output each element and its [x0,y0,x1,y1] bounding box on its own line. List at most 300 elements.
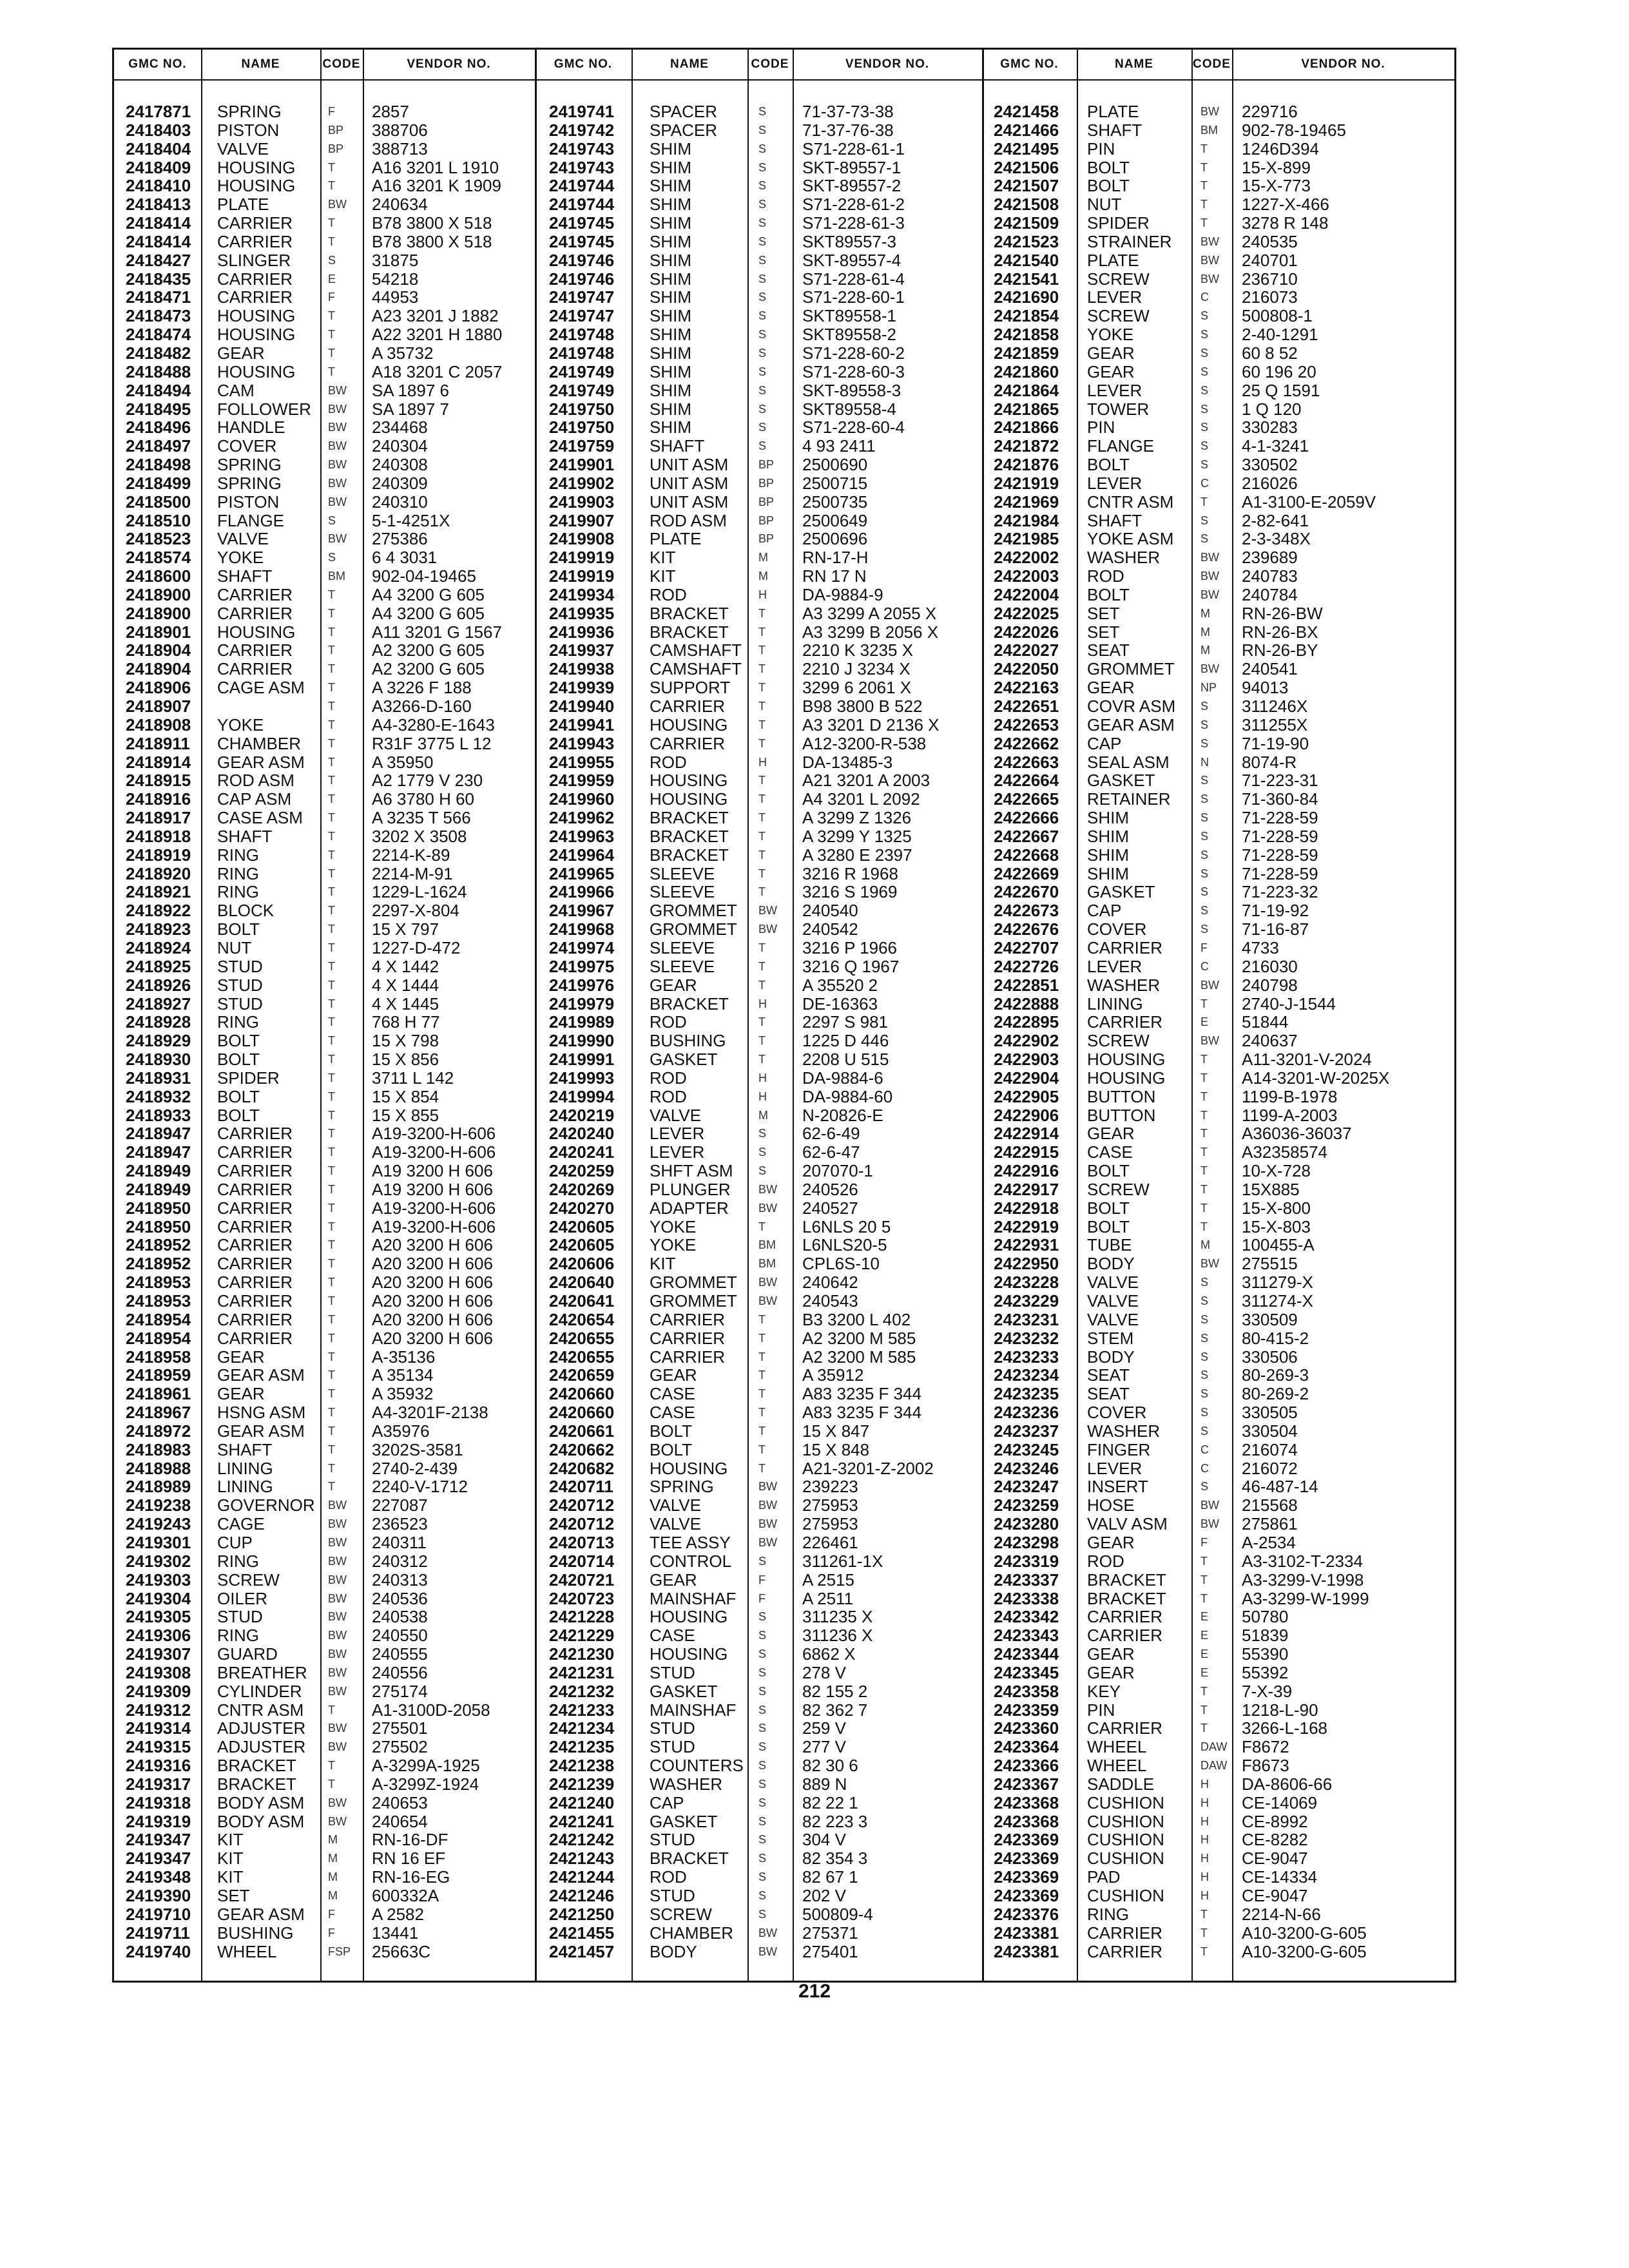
part-name: KEY [1087,1681,1121,1701]
gmc-number: 2422916 [994,1161,1059,1181]
vendor-number: 2500735 [802,492,868,512]
vendor-code: T [328,1777,335,1791]
vendor-number: SKT-89558-3 [802,380,901,400]
vendor-code: T [758,625,766,639]
table-row [982,1050,1454,1069]
table-row [114,1422,535,1441]
part-name: SHIM [650,231,691,251]
vendor-number: A3-3102-T-2334 [1242,1551,1363,1571]
vendor-code: S [758,1703,767,1716]
table-row [982,1162,1454,1180]
vendor-number: 4-1-3241 [1242,436,1309,456]
vendor-code: S [758,160,767,174]
gmc-number: 2419348 [126,1867,191,1887]
vendor-number: S71-228-60-2 [802,343,905,363]
vendor-code: T [328,1127,335,1140]
gmc-number: 2418911 [126,733,190,753]
table-row [114,1794,535,1812]
gmc-number: 2419960 [549,789,615,809]
vendor-code: S [1200,1369,1209,1382]
table-row [114,865,535,883]
vendor-code: T [328,625,335,639]
part-name: CARRIER [1087,1012,1163,1032]
vendor-code: M [328,1889,338,1902]
table-row [982,771,1454,790]
vendor-code: S [758,1648,767,1661]
vendor-code: T [758,1331,766,1345]
part-name: SHIM [650,361,691,381]
gmc-number: 2420606 [549,1254,615,1274]
vendor-number: 311235 X [802,1607,873,1627]
table-row [982,1180,1454,1199]
gmc-number: 2420640 [549,1273,615,1293]
table-row [535,474,982,493]
part-name: CNTR ASM [1087,492,1174,512]
header-gmc-2: GMC NO. [554,57,613,71]
part-name: CYLINDER [217,1681,302,1701]
vendor-code: T [1200,1907,1208,1921]
vendor-number: 304 V [802,1830,846,1850]
table-row [114,1682,535,1701]
vendor-number: A14-3201-W-2025X [1242,1068,1390,1088]
table-row [535,1162,982,1180]
table-row [114,1069,535,1088]
part-name: COVR ASM [1087,697,1176,716]
gmc-number: 2421233 [549,1700,615,1720]
gmc-number: 2419991 [549,1050,615,1070]
part-name: HOUSING [217,325,296,345]
part-name: UNIT ASM [650,455,729,475]
table-row [535,809,982,827]
vendor-code: T [1200,142,1208,155]
vendor-code: BW [1200,662,1219,676]
vendor-code: S [1200,923,1209,936]
gmc-number: 2418494 [126,380,191,400]
vendor-code: S [758,1684,767,1698]
header-code-2: CODE [751,57,789,71]
table-row [982,1385,1454,1403]
header-name-1: NAME [241,57,280,71]
part-name: GASKET [650,1811,718,1831]
gmc-number: 2419968 [549,919,615,939]
vendor-code: S [1200,365,1209,378]
part-name: VALVE [1087,1309,1139,1329]
vendor-number: A 2511 [802,1588,854,1608]
part-name: LEVER [1087,1458,1142,1478]
vendor-code: BW [328,198,347,211]
vendor-code: BW [328,495,347,508]
part-name: CASE [650,1403,695,1423]
vendor-number: 600332A [372,1886,439,1905]
gmc-number: 2422653 [994,715,1059,735]
gmc-number: 2420660 [549,1384,615,1404]
table-row [982,790,1454,809]
table-row [114,270,535,289]
table-row [535,1273,982,1292]
vendor-code: H [1200,1777,1209,1791]
part-name: CARRIER [217,1273,293,1293]
table-row [114,1459,535,1478]
part-name: STRAINER [1087,231,1172,251]
table-row [114,660,535,678]
vendor-number: 240527 [802,1198,858,1218]
vendor-number: F8672 [1242,1737,1289,1757]
gmc-number: 2423359 [994,1700,1059,1720]
gmc-number: 2422663 [994,752,1059,772]
part-name: CHAMBER [650,1923,734,1943]
gmc-number: 2420605 [549,1216,615,1236]
part-name: COVER [1087,1403,1147,1423]
table-row [982,1887,1454,1905]
vendor-number: 275953 [802,1514,858,1534]
table-row [982,1738,1454,1756]
vendor-code: BP [758,514,775,527]
table-row [982,1348,1454,1367]
table-row [114,1756,535,1775]
gmc-number: 2423358 [994,1681,1059,1701]
header-vendor-1: VENDOR NO. [407,57,491,71]
gmc-number: 2421506 [994,157,1059,177]
part-name: CAMSHAFT [650,640,742,660]
part-name: CARRIER [217,1216,293,1236]
table-row [535,1719,982,1738]
vendor-number: 3202S-3581 [372,1439,463,1459]
table-row [535,1868,982,1887]
vendor-code: BW [1200,105,1219,118]
table-row [114,1849,535,1868]
vendor-code: T [1200,1201,1208,1215]
table-row [114,1831,535,1849]
vendor-number: 1199-A-2003 [1242,1105,1338,1125]
gmc-number: 2419238 [126,1495,191,1515]
page-number: 212 [798,1981,831,2002]
part-name: RING [217,882,259,902]
table-row [535,177,982,195]
table-row [535,1849,982,1868]
table-row [114,1571,535,1590]
vendor-number: 15-X-800 [1242,1198,1311,1218]
table-row [982,846,1454,865]
part-name: PLATE [650,529,702,549]
vendor-number: 216074 [1242,1439,1298,1459]
part-name: BOLT [217,1031,260,1051]
table-row [114,1645,535,1664]
part-name: LINING [1087,994,1143,1014]
vendor-code: BW [328,1629,347,1642]
table-row [982,976,1454,995]
table-row [982,920,1454,939]
vendor-code: BW [1200,1257,1219,1271]
table-row [982,159,1454,177]
part-name: GEAR [1087,1644,1135,1664]
vendor-number: RN-26-BX [1242,622,1318,642]
table-row [535,307,982,325]
gmc-number: 2421242 [549,1830,615,1850]
part-name: CARRIER [1087,937,1163,957]
gmc-number: 2423369 [994,1830,1059,1850]
part-name: PIN [1087,1700,1115,1720]
table-row [535,1515,982,1533]
part-name: BODY ASM [217,1811,305,1831]
vendor-code: C [1200,1461,1209,1475]
table-row [982,418,1454,437]
vendor-code: T [328,1369,335,1382]
gmc-number: 2422895 [994,1012,1059,1032]
gmc-number: 2421876 [994,455,1059,475]
vendor-code: F [1200,1535,1208,1549]
table-row [982,1403,1454,1422]
vendor-number: 216026 [1242,473,1298,493]
table-row [535,604,982,623]
vendor-code: S [758,105,767,118]
vendor-number: 1227-D-472 [372,937,461,957]
vendor-code: BW [758,1276,777,1289]
vendor-code: S [758,198,767,211]
vendor-code: BW [1200,551,1219,564]
table-row [982,140,1454,159]
part-name: SHAFT [217,566,273,586]
part-name: HOUSING [650,1644,728,1664]
table-row [982,325,1454,344]
part-name: ROD ASM [650,510,727,530]
table-row [114,939,535,957]
table-row [535,995,982,1014]
table-row [982,1626,1454,1645]
table-row [535,1756,982,1775]
vendor-code: S [758,328,767,341]
part-name: CAP [1087,733,1122,753]
part-name: VALV ASM [1087,1514,1168,1534]
vendor-code: T [1200,1053,1208,1066]
vendor-number: 240550 [372,1626,428,1646]
part-name: SHIM [1087,845,1129,865]
vendor-code: BW [328,1499,347,1512]
vendor-number: A20 3200 H 606 [372,1328,493,1348]
table-row [982,735,1454,753]
vendor-code: H [758,1071,767,1084]
vendor-number: A20 3200 H 606 [372,1235,493,1255]
table-row [114,102,535,121]
vendor-code: T [758,1015,766,1029]
table-row [114,827,535,846]
vendor-code: BP [328,142,344,155]
vendor-number: 1 Q 120 [1242,399,1302,419]
table-row [114,474,535,493]
part-name: STUD [217,1607,263,1627]
gmc-number: 2420641 [549,1291,615,1311]
vendor-code: T [1200,1127,1208,1140]
table-row [535,548,982,567]
part-name: CARRIER [217,1291,293,1311]
part-name: GROMMET [1087,659,1175,679]
vendor-number: 259 V [802,1718,846,1738]
vendor-number: RN-16-DF [372,1830,448,1850]
part-name: SPRING [650,1477,714,1497]
gmc-number: 2422050 [994,659,1059,679]
table-row [114,1236,535,1254]
part-name: BRACKET [650,994,729,1014]
table-row [535,325,982,344]
vendor-number: 1227-X-466 [1242,195,1329,215]
vendor-code: T [328,1759,335,1773]
vendor-code: H [758,1090,767,1103]
gmc-number: 2422707 [994,937,1059,957]
table-row [114,512,535,530]
table-row [982,753,1454,772]
table-row [982,586,1454,604]
part-name: SHAFT [1087,120,1142,140]
part-name: FLANGE [1087,436,1155,456]
vendor-code: T [328,1406,335,1419]
vendor-number: 240304 [372,436,428,456]
table-row [535,159,982,177]
vendor-number: 55390 [1242,1644,1289,1664]
vendor-code: BP [328,123,344,137]
vendor-number: SKT89558-4 [802,399,896,419]
table-row [114,790,535,809]
vendor-code: NP [1200,681,1217,695]
gmc-number: 2422903 [994,1050,1059,1070]
vendor-number: 60 196 20 [1242,361,1316,381]
gmc-number: 2418907 [126,697,191,716]
gmc-number: 2419938 [549,659,615,679]
vendor-number: 51839 [1242,1626,1289,1646]
vendor-number: 3278 R 148 [1242,213,1329,233]
table-row [114,1311,535,1329]
gmc-number: 2418933 [126,1105,191,1125]
table-row [114,1552,535,1571]
vendor-code: BW [1200,978,1219,992]
table-row [535,1831,982,1849]
vendor-number: A12-3200-R-538 [802,733,927,753]
gmc-number: 2422666 [994,808,1059,828]
vendor-number: 240536 [372,1588,428,1608]
table-row [982,1924,1454,1943]
part-name: CAP [1087,901,1122,921]
vendor-number: A1-3100D-2058 [372,1700,490,1720]
vendor-code: S [1200,439,1209,453]
gmc-number: 2419309 [126,1681,191,1701]
gmc-number: 2419963 [549,826,615,846]
part-name: SHIM [650,139,691,159]
vendor-code: T [758,1424,766,1437]
part-name: PISTON [217,120,280,140]
vendor-number: A 3235 T 566 [372,808,471,828]
vendor-number: B3 3200 L 402 [802,1309,911,1329]
part-name: CARRIER [217,640,293,660]
table-row [114,418,535,437]
part-name: CARRIER [217,1124,293,1144]
vendor-number: A4-3201F-2138 [372,1403,488,1423]
parts-column-1 [114,102,535,1961]
part-name: WASHER [1087,548,1161,568]
vendor-number: 275502 [372,1737,428,1757]
gmc-number: 2419934 [549,584,615,604]
part-name: SPACER [650,120,717,140]
table-row [114,1738,535,1756]
vendor-number: B98 3800 B 522 [802,697,923,716]
part-name: BOLT [1087,1161,1130,1181]
part-name: BRACKET [650,603,729,623]
vendor-code: T [328,959,335,973]
vendor-number: 311274-X [1242,1291,1313,1311]
table-row [982,288,1454,307]
gmc-number: 2422915 [994,1142,1059,1162]
table-row [535,1069,982,1088]
vendor-code: T [328,681,335,695]
gmc-number: 2418953 [126,1291,191,1311]
gmc-number: 2418954 [126,1309,191,1329]
part-name: GEAR [217,1347,265,1367]
vendor-number: 240555 [372,1644,428,1664]
gmc-number: 2421240 [549,1792,615,1812]
table-row [982,1794,1454,1812]
table-row [535,641,982,660]
gmc-number: 2419745 [549,213,615,233]
gmc-number: 2419303 [126,1570,191,1590]
table-row [982,1459,1454,1478]
vendor-number: 240701 [1242,250,1298,270]
vendor-code: T [328,1182,335,1196]
gmc-number: 2418923 [126,919,191,939]
gmc-number: 2419318 [126,1792,191,1812]
part-name: SLEEVE [650,956,715,976]
table-row [982,1477,1454,1496]
gmc-number: 2422676 [994,919,1059,939]
vendor-number: 62-6-49 [802,1124,860,1144]
vendor-number: SKT-89557-4 [802,250,901,270]
vendor-code: T [1200,1722,1208,1735]
gmc-number: 2419903 [549,492,615,512]
vendor-code: S [1200,458,1209,472]
vendor-number: 889 N [802,1774,847,1794]
part-name: BRACKET [650,622,729,642]
vendor-code: T [328,774,335,787]
gmc-number: 2423247 [994,1477,1059,1497]
gmc-number: 2423360 [994,1718,1059,1738]
vendor-code: BW [758,1201,777,1215]
gmc-number: 2419710 [126,1904,191,1924]
part-name: GROMMET [650,901,737,921]
table-row [535,1143,982,1162]
vendor-number: CE-9047 [1242,1886,1308,1905]
part-name: WHEEL [1087,1737,1147,1757]
gmc-number: 2418499 [126,473,191,493]
gmc-number: 2418954 [126,1328,191,1348]
vendor-code: T [758,1443,766,1456]
vendor-number: 8074-R [1242,752,1297,772]
vendor-code: T [758,1369,766,1382]
table-row [535,288,982,307]
vendor-code: S [758,1554,767,1568]
vendor-code: BP [758,458,775,472]
vendor-code: S [758,1722,767,1735]
vendor-number: 6 4 3031 [372,548,438,568]
gmc-number: 2419746 [549,269,615,289]
part-name: SET [217,1886,250,1905]
table-row [535,456,982,474]
vendor-code: E [1200,1610,1209,1624]
table-row [114,735,535,753]
vendor-code: M [758,551,768,564]
gmc-number: 2421859 [994,343,1059,363]
part-name: SHIM [650,157,691,177]
vendor-number: F8673 [1242,1756,1289,1776]
part-name: GEAR [650,975,697,995]
gmc-number: 2422667 [994,826,1059,846]
gmc-number: 2420712 [549,1495,615,1515]
gmc-number: 2418922 [126,901,191,921]
